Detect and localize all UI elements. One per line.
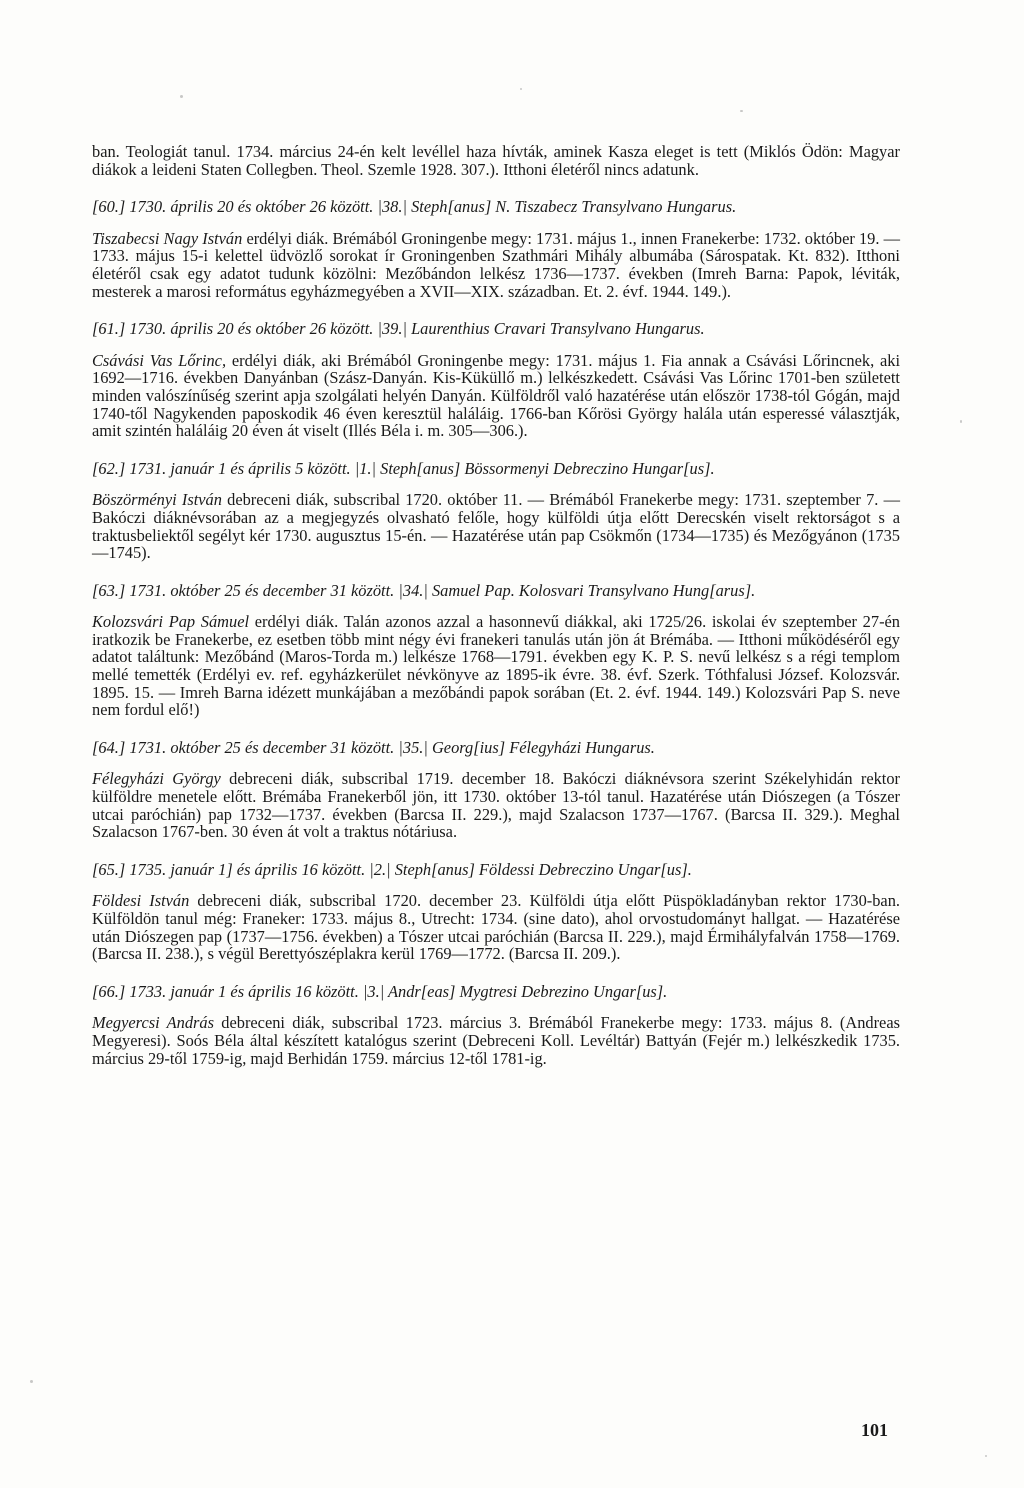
page-number: 101 [861,1420,888,1440]
person-name: Csávási Vas Lőrinc, [92,350,227,370]
scan-speck [30,1380,33,1383]
entry-64 [92,739,900,841]
entry-body [92,352,900,440]
entry-body [92,230,900,300]
entry-body [92,1014,900,1067]
person-name: Félegyházi György [92,769,221,789]
scan-speck [520,88,522,90]
scan-speck [960,420,962,423]
entry-text: debreceni diák, subscribal 1720. december 23. Külföldi útja előtt Püspökladányban rektor 1730-ban. Külföldön tanul még: Franeker: 1733. május 8., Utrecht: 1734. (sine dato), ahol orvostudományt hallgat. — Hazatérése után Diószegen pap (1737—1756. években) a Tószer utcai paróchián (Barcsa II. 229.), majd Érmihályfalván 1758—1769. (Barcsa II. 238.), s végül Berettyószéplakra kerül 1769—1772. (Barcsa II. 209.). [92,891,901,964]
person-name: Kolozsvári Pap Sámuel [92,612,250,632]
entry-text: debreceni diák, subscribal 1720. október 11. — Brémából Franekerbe megy: 1731. szeptember 7. — Bakóczi diáknévsorában az a megjegyzés olvasható felőle, hogy külföldi útja előtt Derecskén viselt rektorságot s a traktusbeliektől segélyt kér 1730. augusztus 15-én. — Hazatérése után pap Csökmőn (1734—1735) és Mezőgyánon (1735—1745). [92,490,900,563]
entry-text: debreceni diák, subscribal 1719. december 18. Bakóczi diáknévsora szerint Székelyhidán rektor külföldre menetele előtt. Brémába Franekerből jön, itt 1730. október 13-tól tanul. Hazatérése után Diószegen (a Tószer utcai paróchián) pap 1732—1737. években (Barcsa II. 229.), majd Szalacson 1737—1767. (Barcsa II. 329.). Meghal Szalacson 1767-ben. 30 éven át volt a traktus nótáriusa. [92,769,900,842]
entry-60 [92,198,900,300]
intro-text: ban. Teologiát tanul. 1734. március 24-én kelt levéllel haza hívták, aminek Kasza eleget is tett (Miklós Ödön: Magyar diákok a leideni Staten Collegben. Theol. Szemle 1928. 307.). Itthoni életéről nincs adatunk. [92,142,900,179]
entry-text: erdélyi diák. Brémából Groningenbe megy: 1731. május 1., innen Franekerbe: 1732. október 19. — 1733. május 15-i kelettel üdvözlő sorokat ír Groningenben Szathmári Mihály albumába (Sárospatak. Kt. 832). Itthoni életéről csak egy adatot tudunk közölni: Mezőbándon lelkész 1736—1737. években (Imreh Barna: Papok, léviták, mesterek a marosi református egyházmegyében a XVII—XIX. században. Et. 2. évf. 1944. 149.). [92,228,900,301]
person-name: Böszörményi István [92,490,222,510]
entry-heading: [62.] 1731. január 1 és április 5 között. |1.| Steph[anus] Bössormenyi Debreczino Hungar[us]. [92,458,715,478]
entry-text: debreceni diák, subscribal 1723. március 3. Brémából Franekerbe megy: 1733. május 8. (Andreas Megyeresi). Soós Béla által készített katalógus szerint (Debreceni Koll. Levéltár) Battyán (Fejér m.) lelkészkedik 1735. március 29-től 1759-ig, majd Berhidán 1759. március 12-től 1781-ig. [92,1013,900,1068]
person-name: Földesi István [92,891,190,911]
scan-speck [740,110,743,112]
entry-heading: [65.] 1735. január 1] és április 16 között. |2.| Steph[anus] Földessi Debreczino Ungar[us]. [92,859,692,879]
intro-paragraph [92,143,900,178]
entry-body [92,491,900,561]
document-page [92,143,900,1087]
entry-heading: [60.] 1730. április 20 és október 26 között. |38.| Steph[anus] N. Tiszabecz Transylvano Hungarus. [92,197,737,217]
entry-text: erdélyi diák. Talán azonos azzal a hasonnevű diákkal, aki 1725/26. iskolai év szeptember 27-én iratkozik be Franekerbe, ez esetben több mint négy évi franekeri tanulás után jön át Brémába. — Itthoni működéséről egy adatot találtunk: Mezőbánd (Maros-Torda m.) lelkésze 1768—1791. években egy K. P. S. nevű lelkész s a régi templom mellé temették (Erdélyi ev. ref. egyházkerület névkönyve az 1895-ik évre. 38. évf. Szerk. Tóthfalusi József. Kolozsvár. 1895. 15. — Imreh Barna idézett munkájában a mezőbándi papok sorában (Et. 2. évf. 1944. 149.) Kolozsvári Pap S. neve nem fordul elő!) [92,612,901,720]
entry-heading: [63.] 1731. október 25 és december 31 között. |34.| Samuel Pap. Kolosvari Transylvano Hung[arus]. [92,580,756,600]
scan-speck [180,95,183,98]
entry-61 [92,320,900,440]
entry-63 [92,582,900,719]
entry-text: erdélyi diák, aki Brémából Groningenbe megy: 1731. május 1. Fia annak a Csávási Lőrincnek, aki 1692—1716. években Danyánban (Szász-Danyán. Kis-Küküllő m.) lelkészkedett. Csávási Vas Lőrinc 1701-ben született minden valószínűség szerint apja szolgálati helyén Danyán. Külföldről való hazatérése után először 1738-tól Gógán, majd 1740-től Nagykenden paposkodik 46 éven keresztül haláláig. 1766-ban Kőrösi György halála után esperessé választják, amit szintén haláláig 20 éven át viselt (Illés Béla i. m. 305—306.). [92,350,900,441]
person-name: Tiszabecsi Nagy István [92,228,243,248]
entry-66 [92,983,900,1067]
scan-speck [985,1455,987,1457]
entry-heading: [64.] 1731. október 25 és december 31 között. |35.| Georg[ius] Félegyházi Hungarus. [92,737,655,757]
entry-body [92,613,900,719]
entry-62 [92,460,900,562]
entry-heading: [66.] 1733. január 1 és április 16 között. |3.| Andr[eas] Mygtresi Debrezino Ungar[us]. [92,981,668,1001]
entry-heading: [61.] 1730. április 20 és október 26 között. |39.| Laurenthius Cravari Transylvano Hungarus. [92,319,705,339]
person-name: Megyercsi András [92,1013,214,1033]
entry-body [92,892,900,962]
entry-65 [92,861,900,963]
entry-body [92,770,900,840]
